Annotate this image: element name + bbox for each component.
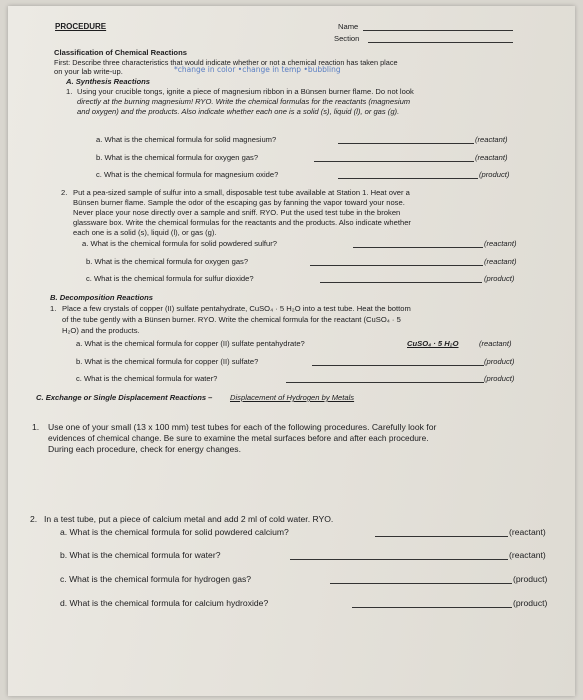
answer-1a-field[interactable] bbox=[338, 143, 474, 144]
synthesis-item1-line2: directly at the burning magnesium! RYO. Write the chemical formulas for the reactants (magnesium bbox=[77, 97, 411, 106]
tag-1a: (reactant) bbox=[475, 135, 508, 144]
answer-1b-field[interactable] bbox=[314, 161, 474, 162]
exchange-item1-line3: During each procedure, check for energy changes. bbox=[48, 444, 241, 454]
answer-bb-field[interactable] bbox=[312, 365, 484, 366]
classification-title: Classification of Chemical Reactions bbox=[54, 48, 187, 57]
answer-2b-field[interactable] bbox=[310, 265, 483, 266]
decomposition-title: B. Decomposition Reactions bbox=[50, 293, 153, 302]
tag-2a: (reactant) bbox=[484, 239, 517, 248]
synthesis-item1-line1: Using your crucible tongs, ignite a piece of magnesium ribbon in a Bünsen burner flame. Do not look bbox=[77, 87, 414, 96]
procedure-heading: PROCEDURE bbox=[55, 22, 107, 31]
decomposition-item1-line2: of the tube gently with a Bünsen burner. RYO. Write the chemical formula for the reactant (CuSO₄ · 5 bbox=[62, 315, 401, 324]
tag-1b: (reactant) bbox=[475, 153, 508, 162]
answer-cb-field[interactable] bbox=[290, 559, 508, 560]
tag-bc: (product) bbox=[484, 374, 515, 383]
tag-1c: (product) bbox=[479, 170, 510, 179]
tag-cc: (product) bbox=[513, 574, 548, 584]
tag-2b: (reactant) bbox=[484, 257, 517, 266]
first-instruction-line1: First: Describe three characteristics that would indicate whether or not a chemical reaction has taken place bbox=[54, 58, 398, 67]
section-label: Section bbox=[334, 34, 360, 43]
answer-ba-value[interactable]: CuSO₄ · 5 H₂O bbox=[407, 339, 459, 348]
tag-cd: (product) bbox=[513, 598, 548, 608]
answer-cc-field[interactable] bbox=[330, 583, 512, 584]
question-2a: a. What is the chemical formula for solid powdered sulfur? bbox=[82, 239, 277, 248]
answer-cd-field[interactable] bbox=[352, 607, 512, 608]
question-2b: b. What is the chemical formula for oxygen gas? bbox=[86, 257, 249, 266]
tag-ba: (reactant) bbox=[479, 339, 512, 348]
question-cc: c. What is the chemical formula for hydrogen gas? bbox=[60, 574, 252, 584]
tag-cb: (reactant) bbox=[509, 550, 546, 560]
question-bc: c. What is the chemical formula for water? bbox=[76, 374, 218, 383]
question-1a: a. What is the chemical formula for solid magnesium? bbox=[96, 135, 277, 144]
first-instruction-line2: on your lab write-up. bbox=[54, 67, 123, 76]
decomposition-item1-line3: H₂O) and the products. bbox=[62, 326, 140, 335]
decomposition-item1-line1: Place a few crystals of copper (II) sulfate pentahydrate, CuSO₄ · 5 H₂O into a test tube. Heat the bottom bbox=[62, 304, 411, 313]
exchange-item1-line2: evidences of chemical change. Be sure to examine the metal surfaces before and after each procedure. bbox=[48, 433, 429, 443]
question-ca: a. What is the chemical formula for solid powdered calcium? bbox=[60, 527, 289, 537]
handwritten-note: *change in color •change in temp •bubbling bbox=[174, 65, 341, 74]
synthesis-item2-line3: Never place your nose directly over a sample and sniff. RYO. Put the used test tube in the broken bbox=[73, 208, 401, 217]
synthesis-item2-line4: glassware box. Write the chemical formulas for the reactants and the products. Also indicate whether bbox=[73, 218, 411, 227]
name-field[interactable] bbox=[363, 30, 513, 31]
section-field[interactable] bbox=[368, 42, 513, 43]
question-1c: c. What is the chemical formula for magnesium oxide? bbox=[96, 170, 279, 179]
tag-ca: (reactant) bbox=[509, 527, 546, 537]
name-label: Name bbox=[338, 22, 359, 31]
synthesis-item1-number: 1. bbox=[66, 87, 73, 96]
answer-bc-field[interactable] bbox=[286, 382, 484, 383]
synthesis-title: A. Synthesis Reactions bbox=[66, 77, 150, 86]
synthesis-item2-line1: Put a pea-sized sample of sulfur into a small, disposable test tube available at Station 1. Heat over a bbox=[73, 188, 410, 197]
decomposition-item1-number: 1. bbox=[50, 304, 57, 313]
exchange-item1-number: 1. bbox=[32, 422, 40, 432]
synthesis-item2-line5: each one is a solid (s), liquid (l), or gas (g). bbox=[73, 228, 217, 237]
synthesis-item2-number: 2. bbox=[61, 188, 68, 197]
question-ba: a. What is the chemical formula for copper (II) sulfate pentahydrate? bbox=[76, 339, 305, 348]
question-cd: d. What is the chemical formula for calcium hydroxide? bbox=[60, 598, 269, 608]
synthesis-item1-line3: and oxygen) and the products. Also indicate whether each one is a solid (s), liquid (l), or gas (g). bbox=[77, 107, 400, 116]
tag-2c: (product) bbox=[484, 274, 515, 283]
answer-ca-field[interactable] bbox=[375, 536, 508, 537]
answer-2a-field[interactable] bbox=[353, 247, 483, 248]
exchange-item2-number: 2. bbox=[30, 514, 38, 524]
exchange-title: C. Exchange or Single Displacement Reactions – bbox=[36, 393, 213, 402]
question-bb: b. What is the chemical formula for copper (II) sulfate? bbox=[76, 357, 259, 366]
question-1b: b. What is the chemical formula for oxygen gas? bbox=[96, 153, 259, 162]
tag-bb: (product) bbox=[484, 357, 515, 366]
exchange-item1-line1: Use one of your small (13 x 100 mm) test tubes for each of the following procedures. Carefully look for bbox=[48, 422, 437, 432]
question-2c: c. What is the chemical formula for sulfur dioxide? bbox=[86, 274, 254, 283]
question-cb: b. What is the chemical formula for water? bbox=[60, 550, 221, 560]
synthesis-item2-line2: Bünsen burner flame. Sample the odor of the escaping gas by fanning the vapor toward your nose. bbox=[73, 198, 405, 207]
worksheet-page bbox=[8, 6, 575, 696]
answer-1c-field[interactable] bbox=[338, 178, 478, 179]
answer-2c-field[interactable] bbox=[320, 282, 482, 283]
exchange-subtitle: Displacement of Hydrogen by Metals bbox=[230, 393, 355, 402]
exchange-item2-line1: In a test tube, put a piece of calcium metal and add 2 ml of cold water. RYO. bbox=[44, 514, 334, 524]
